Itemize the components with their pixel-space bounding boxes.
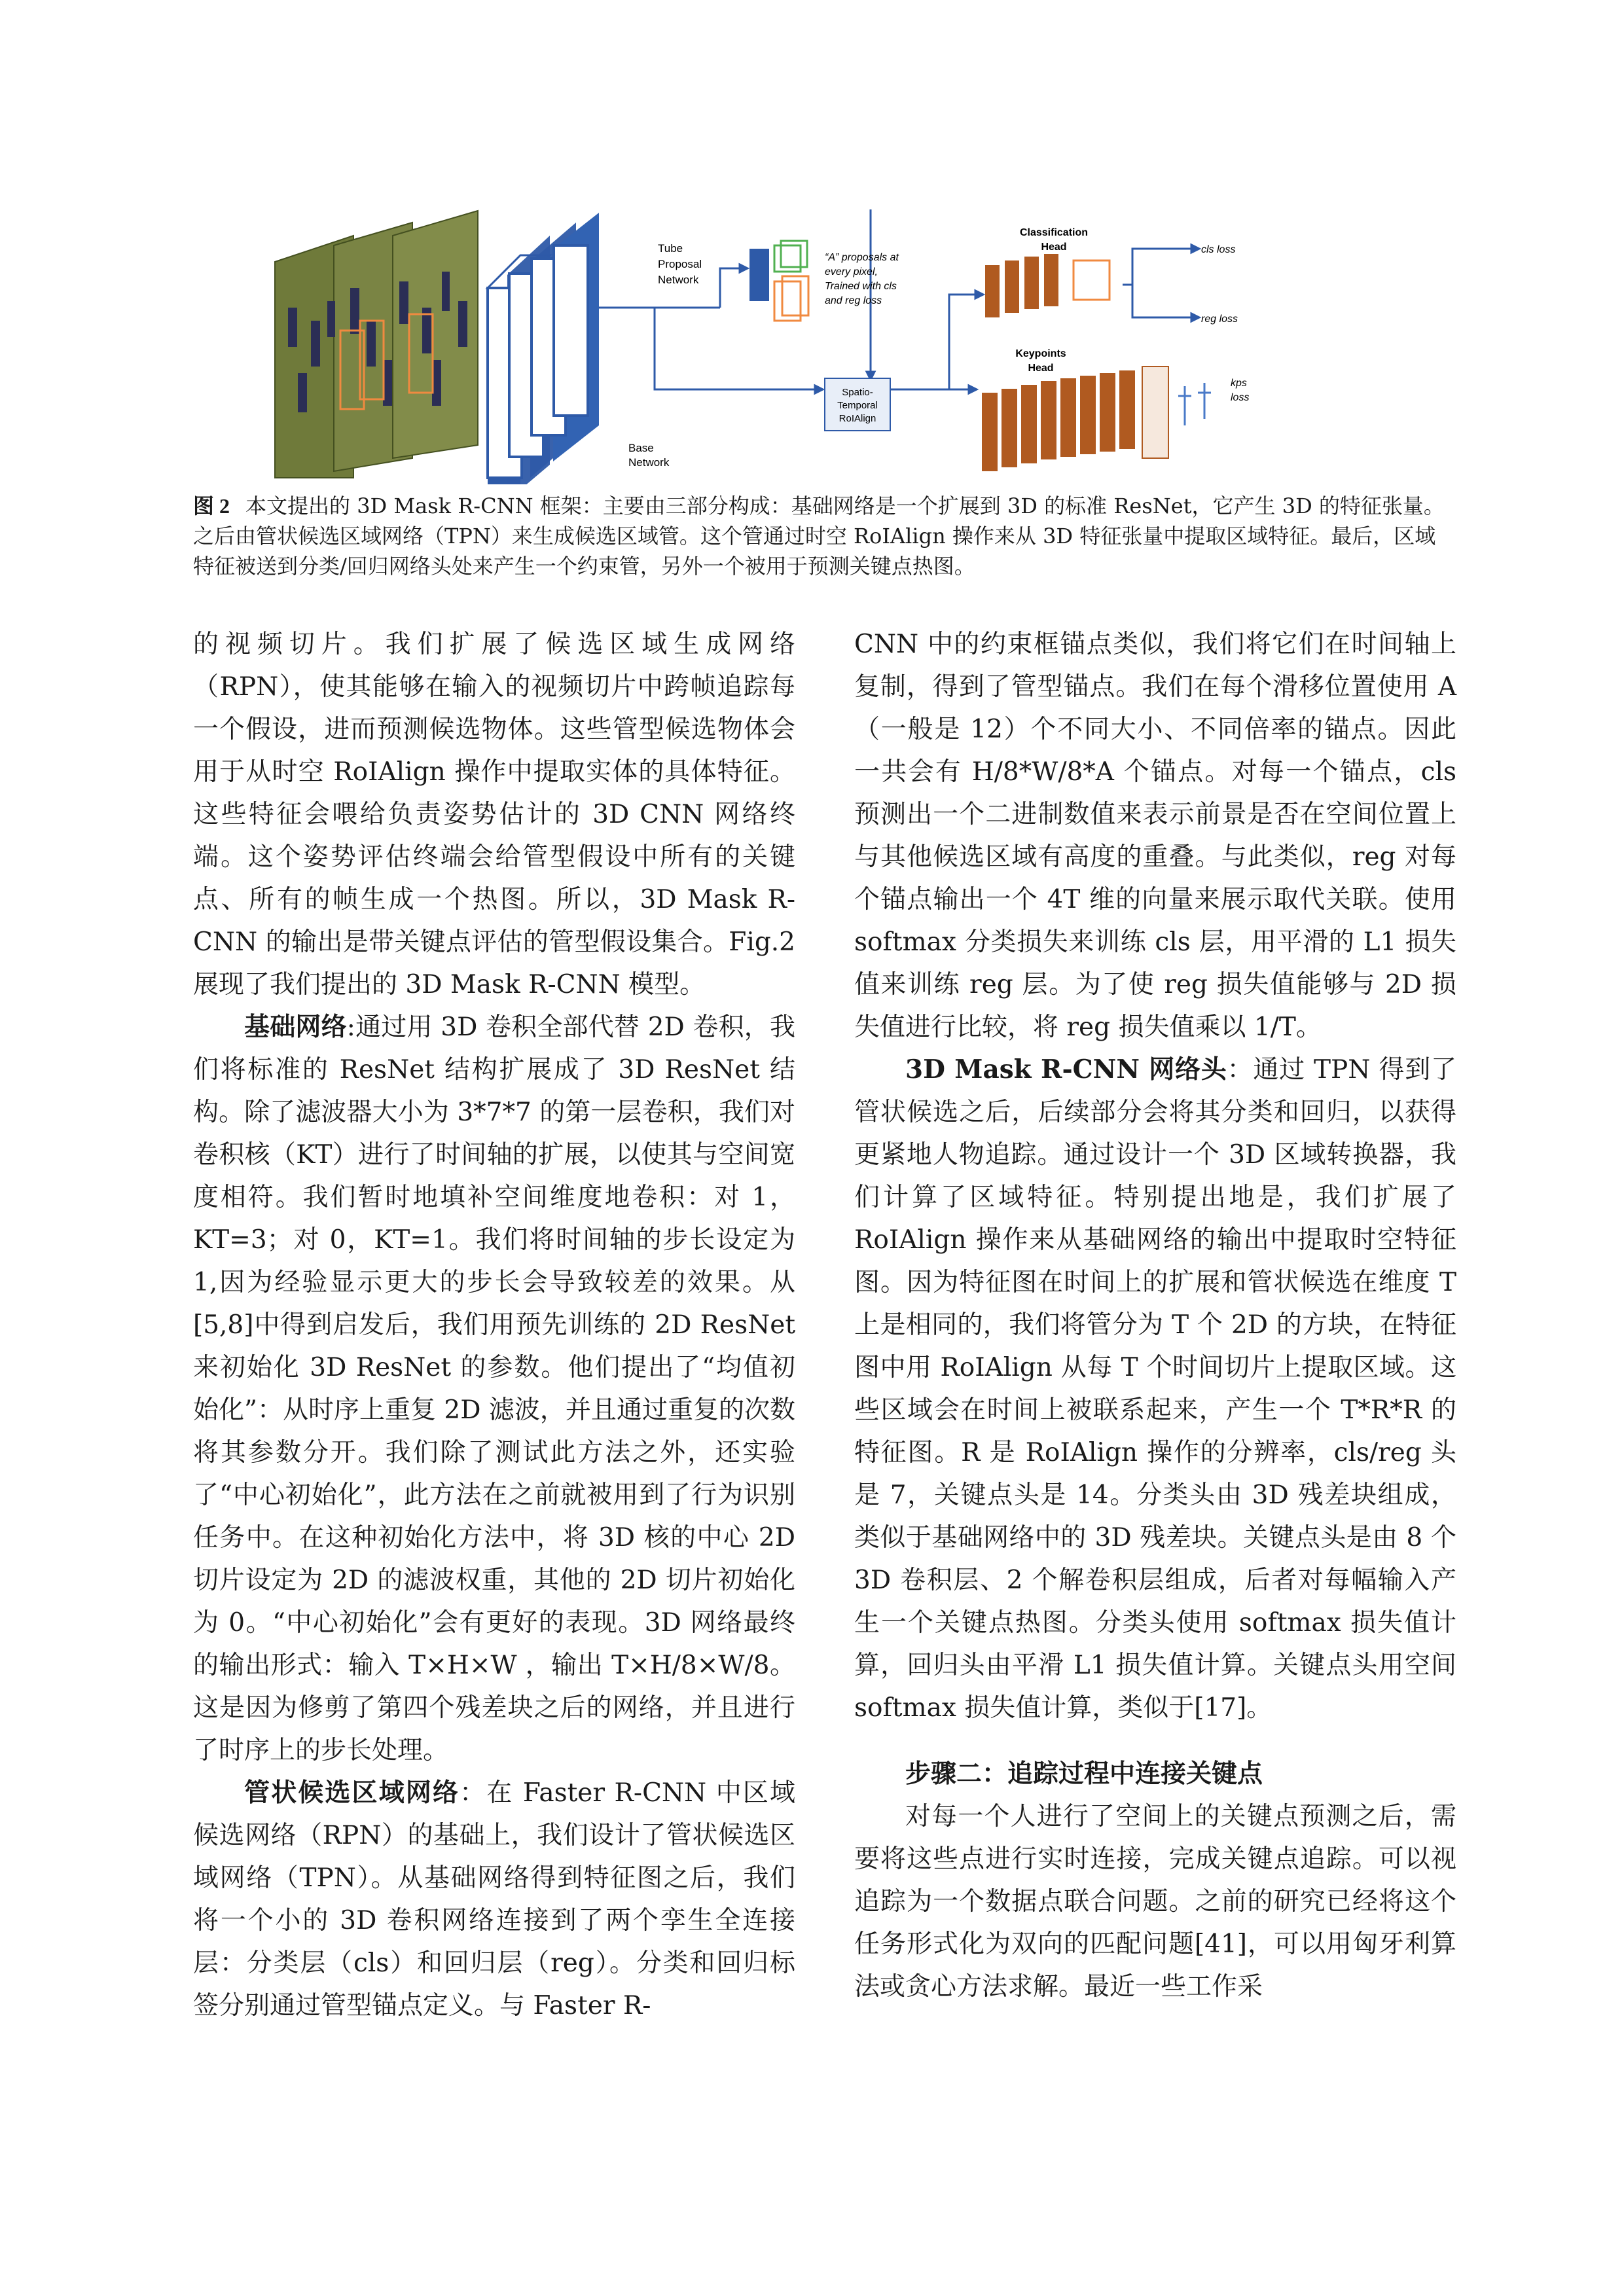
kp-head-blocks (982, 370, 1135, 471)
left-column (193, 623, 795, 2027)
framework-figure (262, 209, 1375, 484)
cls-head-blocks (985, 254, 1058, 317)
right-paragraph-2: 3D Mask R-CNN 网络头：通过 TPN 得到了管状候选之后，后续部分会将其分类和回归，以获得更紧地人物追踪。通过设计一个 3D 区域转换器，我们计算了区域特征。特别提出地是，我们扩展了 RoIAlign 操作来从基础网络的输出中提取时空特征图。因为特征图在时间上的扩展和管状候选在维度 T 上是相同的，我们将管分为 T 个 2D 的方块，在特征图中用 RoIAlign 从每 T 个时间切片上提取区域。这些区域会在时间上被联系起来，产生一个 T*R*R 的特征图。R 是 RoIAlign 操作的分辨率，cls/reg 头是 7，关键点头是 14。分类头由 3D 残差块组成，类似于基础网络中的 3D 残差块。关键点头是由 8 个 3D 卷积层、2 个解卷积层组成，后者对每幅输入产生一个关键点热图。分类头使用 softmax 损失值计算，回归头由平滑 L1 损失值计算。关键点头用空间 softmax 损失值计算，类似于[17]。 (854, 1054, 1456, 1723)
tpn-blocks (749, 241, 808, 321)
proposals-note: “A” proposals at every pixel, Trained with cls and reg loss (825, 252, 899, 306)
cls-loss-label: cls loss (1201, 244, 1236, 255)
flow-arrows (599, 209, 1199, 393)
base-network-label: Base Network (628, 442, 670, 469)
kp-head-label: Keypoints Head (1015, 348, 1066, 374)
kp-heatmap (1142, 367, 1168, 458)
head-heading: 3D Mask R-CNN 网络头 (905, 1054, 1227, 1085)
base-network-blocks (488, 213, 599, 484)
roialign-label: Spatio-Temporal RoIAlign (837, 387, 878, 424)
reg-loss-label: reg loss (1201, 314, 1238, 325)
right-paragraph-1: CNN 中的约束框锚点类似，我们将它们在时间轴上复制，得到了管型锚点。我们在每个滑移位置使用 A（一般是 12）个不同大小、不同倍率的锚点。因此一共会有 H/8*W/8*A 个锚点。对每一个锚点，cls 预测出一个二进制数值来表示前景是否在空间位置上与其他候选区域有高度的重叠。与此类似，reg 对每个锚点输出一个 4T 维的向量来展示取代关联。使用 softmax 分类损失来训练 cls 层，用平滑的 L1 损失值来训练 reg 层。为了使 reg 损失值能够与 2D 损失值进行比较，将 reg 损失值乘以 1/T。 (854, 630, 1456, 1042)
section-title: 步骤二：追踪过程中连接关键点 (905, 1759, 1263, 1789)
figure-caption (193, 491, 1450, 581)
cls-head-label: Classification Head (1019, 227, 1089, 253)
caption-label: 图 2 (193, 494, 230, 518)
cls-head-output (1074, 260, 1110, 300)
tpn-label: Tube Proposal Network (658, 242, 702, 286)
right-paragraph-3: 对每一个人进行了空间上的关键点预测之后，需要将这些点进行实时连接，完成关键点追踪。可以视追踪为一个数据点联合问题。之前的研究已经将这个任务形式化为双向的匹配问题[41]，可以用匈牙利算法或贪心方法求解。最近一些工作采 (854, 1802, 1456, 2001)
kp-skeletons (1178, 383, 1211, 425)
kps-loss-label: kps loss (1231, 378, 1250, 403)
left-paragraph-1: 的视频切片。我们扩展了候选区域生成网络（RPN），使其能够在输入的视频切片中跨帧追踪每一个假设，进而预测候选物体。这些管型候选物体会用于从时空 RoIAlign 操作中提取实体的具体特征。这些特征会喂给负责姿势估计的 3D CNN 网络终端。这个姿势评估终端会给管型假设中所有的关键点、所有的帧生成一个热图。所以，3D Mask R-CNN 的输出是带关键点评估的管型假设集合。Fig.2 展现了我们提出的 3D Mask R-CNN 模型。 (193, 630, 795, 999)
video-frames-image (275, 211, 478, 478)
left-paragraph-3: 管状候选区域网络：在 Faster R-CNN 中区域候选网络（RPN）的基础上，我们设计了管状候选区域网络（TPN）。从基础网络得到特征图之后，我们将一个小的 3D 卷积网络连接到了两个孪生全连接层：分类层（cls）和回归层（reg）。分类和回归标签分别通过管型锚点定义。与 Faster R- (193, 1778, 795, 2020)
base-network-heading: 基础网络 (244, 1012, 347, 1042)
left-paragraph-2: 基础网络:通过用 3D 卷积全部代替 2D 卷积，我们将标准的 ResNet 结构扩展成了 3D ResNet 结构。除了滤波器大小为 3*7*7 的第一层卷积，我们对卷积核（KT）进行了时间轴的扩展，以使其与空间宽度相符。我们暂时地填补空间维度地卷积：对 1，KT=3；对 0，KT=1。我们将时间轴的步长设定为 1,因为经验显示更大的步长会导致较差的效果。从[5,8]中得到启发后，我们用预先训练的 2D ResNet 来初始化 3D ResNet 的参数。他们提出了“均值初始化”：从时序上重复 2D 滤波，并且通过重复的次数将其参数分开。我们除了测试此方法之外，还实验了“中心初始化”，此方法在之前就被用到了行为识别任务中。在这种初始化方法中，将 3D 核的中心 2D 切片设定为 2D 的滤波权重，其他的 2D 切片初始化为 0。“中心初始化”会有更好的表现。3D 网络最终的输出形式：输入 T×H×W ，输出 T×H/8×W/8。这是因为修剪了第四个残差块之后的网络，并且进行了时序上的步长处理。 (193, 1012, 795, 1765)
right-column (854, 623, 1456, 2008)
tpn-heading: 管状候选区域网络 (244, 1778, 460, 1808)
caption-text: 本文提出的 3D Mask R-CNN 框架：主要由三部分构成：基础网络是一个扩展到 3D 的标准 ResNet，它产生 3D 的特征张量。之后由管状候选区域网络（TPN）来生成候选区域管。这个管通过时空 RoIAlign 操作来从 3D 特征张量中提取区域特征。最后，区域特征被送到分类/回归网络头处来产生一个约束管，另外一个被用于预测关键点热图。 (193, 493, 1445, 579)
